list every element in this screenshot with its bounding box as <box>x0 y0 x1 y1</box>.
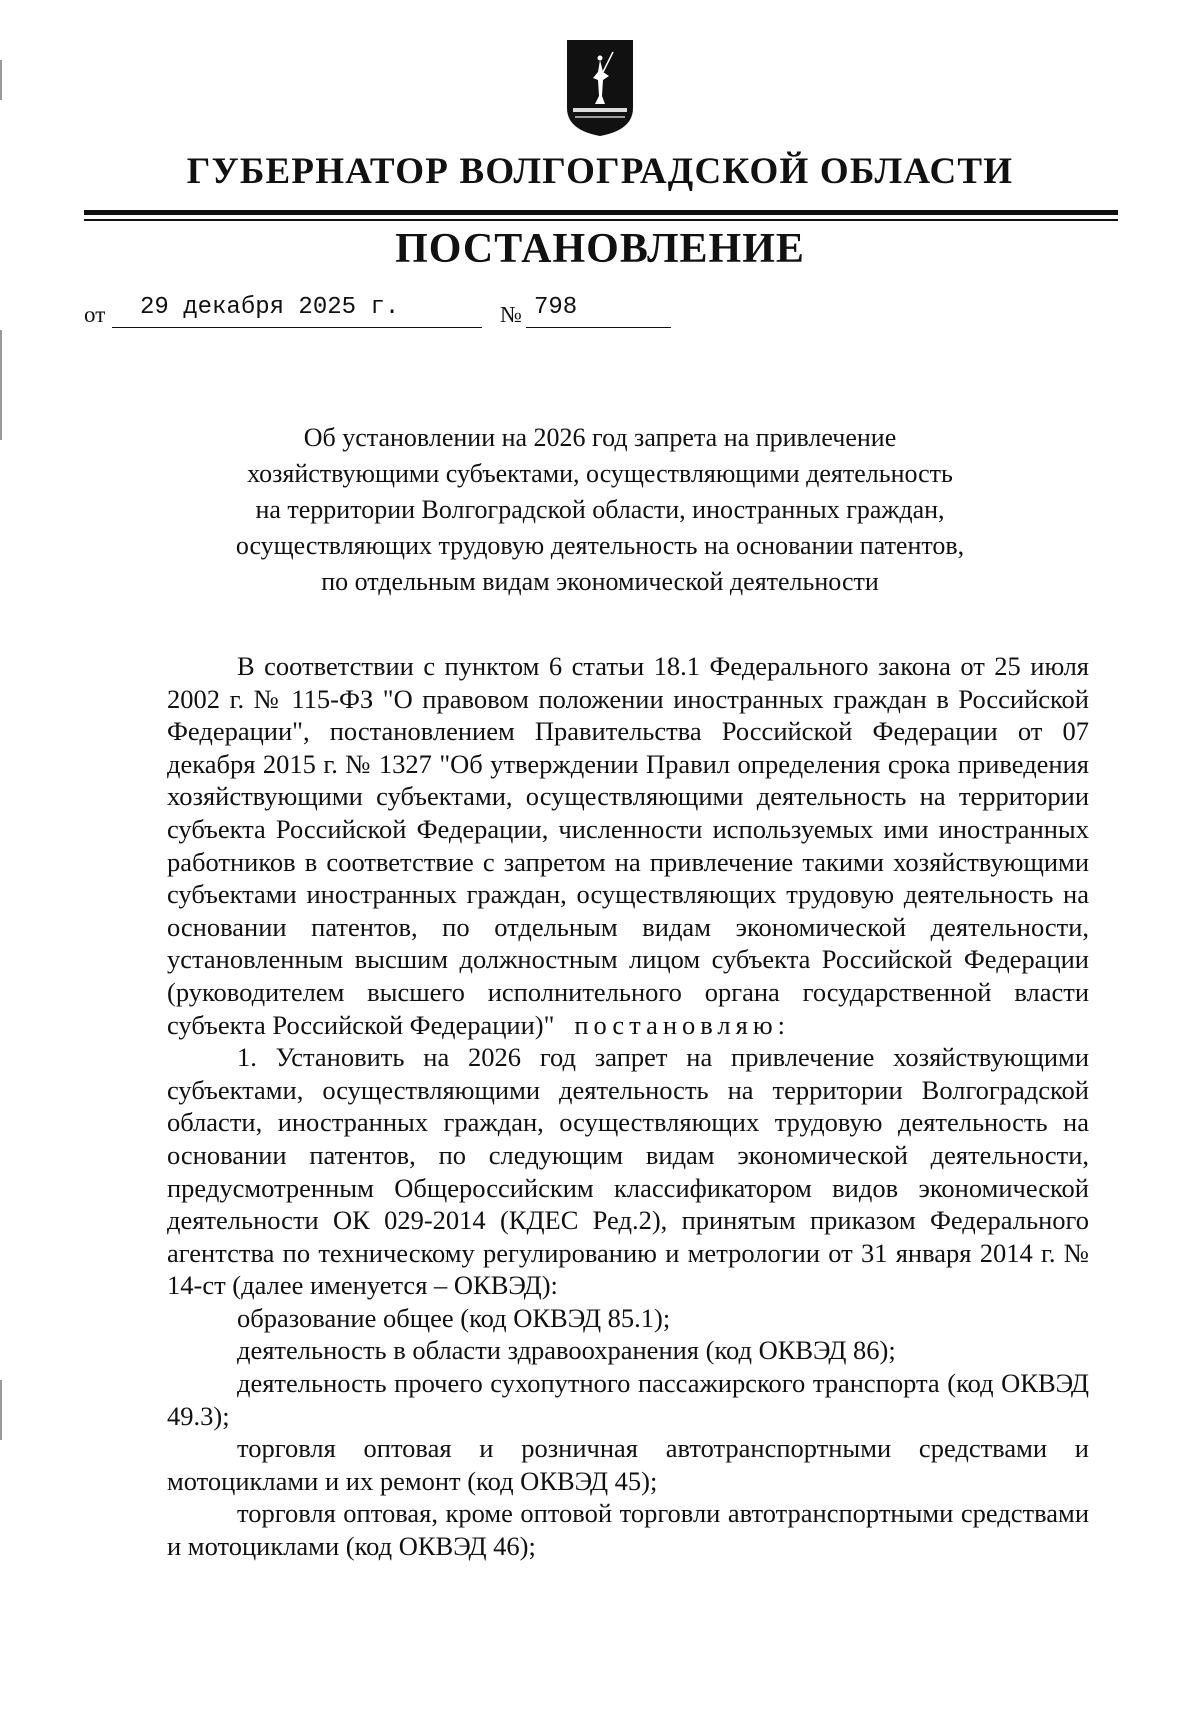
header-rule-thin <box>84 219 1118 221</box>
document-meta <box>84 296 884 336</box>
document-number: 798 <box>534 294 578 321</box>
item-1-paragraph: 1. Установить на 2026 год запрет на привлечение хозяйствующими субъектами, осуществляющими деятельность на территории Волгоградской области, иностранных граждан, осуществляющих трудовую деятельность на основании патентов, по следующим видам экономической деятельности, предусмотренным Общероссийским классификатором видов экономической деятельности ОК 029-2014 (КДЕС Ред.2), принятым приказом Федерального агентства по техническому регулированию и метрологии от 31 января 2014 г. № 14-ст (далее именуется – ОКВЭД): <box>167 1042 1089 1301</box>
date-underline <box>112 327 482 328</box>
date-prefix: от <box>84 302 106 327</box>
issuing-authority: ГУБЕРНАТОР ВОЛГОГРАДСКОЙ ОБЛАСТИ <box>186 151 1014 192</box>
activity-item: деятельность прочего сухопутного пассажирского транспорта (код ОКВЭД 49.3); <box>167 1368 1089 1431</box>
number-underline <box>526 327 671 328</box>
number-prefix: № <box>500 302 522 327</box>
preamble-paragraph <box>167 650 1089 1041</box>
subject-line: осуществляющих трудовую деятельность на основании патентов, <box>235 531 965 560</box>
document-subject <box>170 420 1030 600</box>
document-body <box>167 650 1089 1563</box>
activity-item: образование общее (код ОКВЭД 85.1); <box>237 1302 671 1333</box>
document-type: ПОСТАНОВЛЕНИЕ <box>395 226 805 272</box>
header-rule-thick <box>84 210 1118 215</box>
activity-item: торговля оптовая, кроме оптовой торговли автотранспортными средствами и мотоциклами (код ОКВЭД 46); <box>167 1498 1089 1562</box>
activity-item: деятельность в области здравоохранения (код ОКВЭД 86); <box>237 1335 896 1366</box>
document-date: 29 декабря 2025 г. <box>140 294 400 321</box>
subject-line: на территории Волгоградской области, иностранных граждан, <box>255 495 945 524</box>
activity-item: торговля оптовая и розничная автотранспортными средствами и мотоциклами и их ремонт (код ОКВЭД 45); <box>167 1433 1089 1496</box>
subject-line: хозяйствующими субъектами, осуществляющими деятельность <box>247 459 953 488</box>
subject-line: Об установлении на 2026 год запрета на привлечение <box>303 423 897 452</box>
decree-word: постановляю: <box>574 1009 790 1040</box>
coat-of-arms-volgograd-icon <box>565 38 635 138</box>
subject-line: по отдельным видам экономической деятельности <box>321 567 879 596</box>
preamble-text: В соответствии с пунктом 6 статьи 18.1 Федерального закона от 25 июля 2002 г. № 115-ФЗ "О правовом положении иностранных граждан в Российской Федерации", постановлением Правительства Российской Федерации от 07 декабря 2015 г. № 1327 "Об утверждении Правил определения срока приведения хозяйствующими субъектами, осуществляющими деятельность на территории субъекта Российской Федерации, численности используемых ими иностранных работников в соответствие с запретом на привлечение такими хозяйствующими субъектами иностранных граждан, осуществляющих трудовую деятельность на основании патентов, по отдельным видам экономической деятельности, установленным высшим должностным лицом субъекта Российской Федерации (руководителем высшего исполнительного органа государственной власти субъекта Российской Федерации)" <box>167 651 1089 1040</box>
